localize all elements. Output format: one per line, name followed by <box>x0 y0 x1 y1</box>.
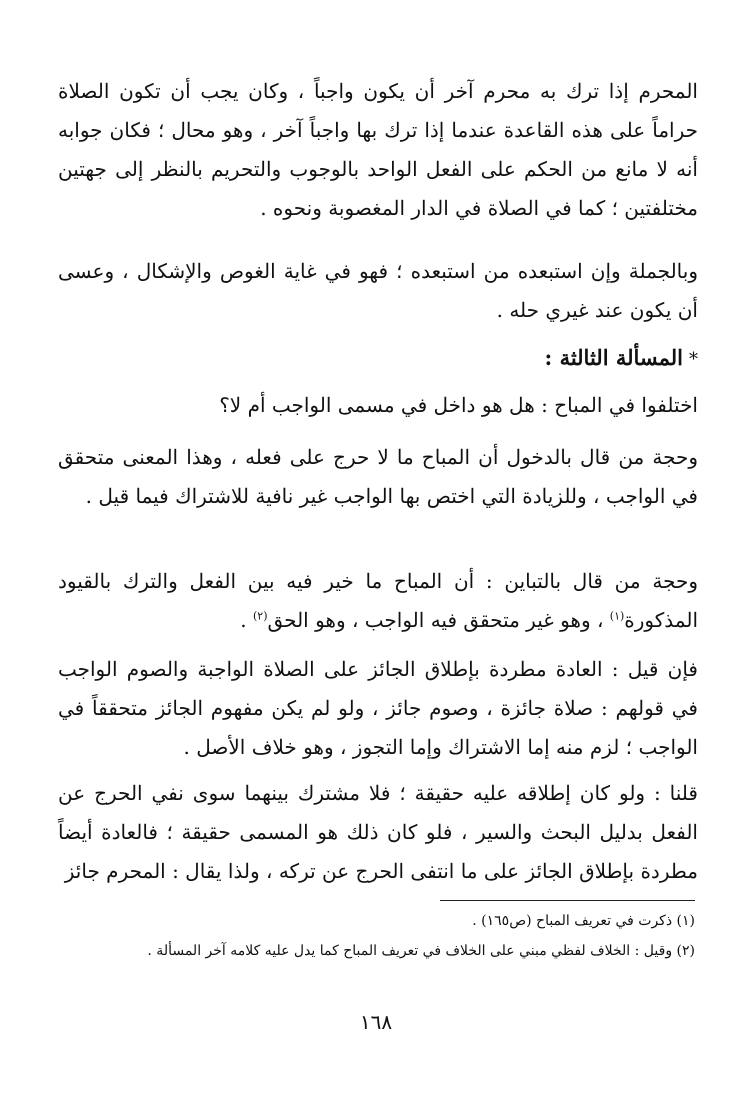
footnote-marker-2[interactable]: (٢) <box>252 609 268 623</box>
argument-divergence-text-3: . <box>240 608 253 632</box>
paragraph-argument-divergence <box>58 562 698 640</box>
paragraph-summary: وبالجملة وإن استبعده من استبعده ؛ فهو في غاية الغوص والإشكال ، وعسى أن يكون عند غيري حله . <box>58 259 698 322</box>
section-heading <box>58 338 698 379</box>
footnote-divider <box>440 900 695 901</box>
page-number: ١٦٨ <box>359 1010 393 1034</box>
paragraph-argument-entry: وحجة من قال بالدخول أن المباح ما لا حرج على فعله ، وهذا المعنى متحقق في الواجب ، وللزيادة التي اختص بها الواجب غير نافية للاشتراك فيما قيل . <box>58 445 698 508</box>
paragraph-opening: المحرم إذا ترك به محرم آخر أن يكون واجباً ، وكان يجب أن تكون الصلاة حراماً على هذه القاعدة عندما إذا ترك بها واجباً آخر ، وهو محال ؛ فكان جوابه أنه لا مانع من الحكم على الفعل الواحد بالوجوب والتحريم بالنظر إلى جهتين مختلفتين ؛ كما في الصلاة في الدار المغصوبة ونحوه . <box>58 79 698 220</box>
argument-divergence-text-1: وحجة من قال بالتباين : أن المباح ما خير فيه بين الفعل والترك بالقيود المذكورة <box>58 569 698 632</box>
paragraph-question: اختلفوا في المباح : هل هو داخل في مسمى الواجب أم لا؟ <box>219 393 698 417</box>
section-heading-title: المسألة الثالثة : <box>544 345 683 370</box>
footnote-1: (١) ذكرت في تعريف المباح (ص١٦٥) . <box>472 913 695 929</box>
star-icon: * <box>689 349 698 370</box>
footnote-marker-1[interactable]: (١) <box>609 609 625 623</box>
paragraph-objection: فإن قيل : العادة مطردة بإطلاق الجائز على الصلاة الواجبة والصوم الواجب في قولهم : صلاة جائزة ، وصوم جائز ، ولو لم يكن مفهوم الجائز متحققاً في الواجب ؛ لزم منه إما الاشتراك وإما التجوز ، وهو خلاف الأصل . <box>58 657 698 759</box>
argument-divergence-text-2: ، وهو غير متحقق فيه الواجب ، وهو الحق <box>267 608 610 632</box>
footnote-2: (٢) وقيل : الخلاف لفظي مبني على الخلاف في تعريف المباح كما يدل عليه كلامه آخر المسألة . <box>147 943 695 959</box>
paragraph-answer: قلنا : ولو كان إطلاقه عليه حقيقة ؛ فلا مشترك بينهما سوى نفي الحرج عن الفعل بدليل البحث والسير ، فلو كان ذلك هو المسمى حقيقة ؛ فالعادة أيضاً مطردة بإطلاق الجائز على ما انتفى الحرج عن تركه ، ولذا يقال : المحرم جائز <box>58 781 698 883</box>
